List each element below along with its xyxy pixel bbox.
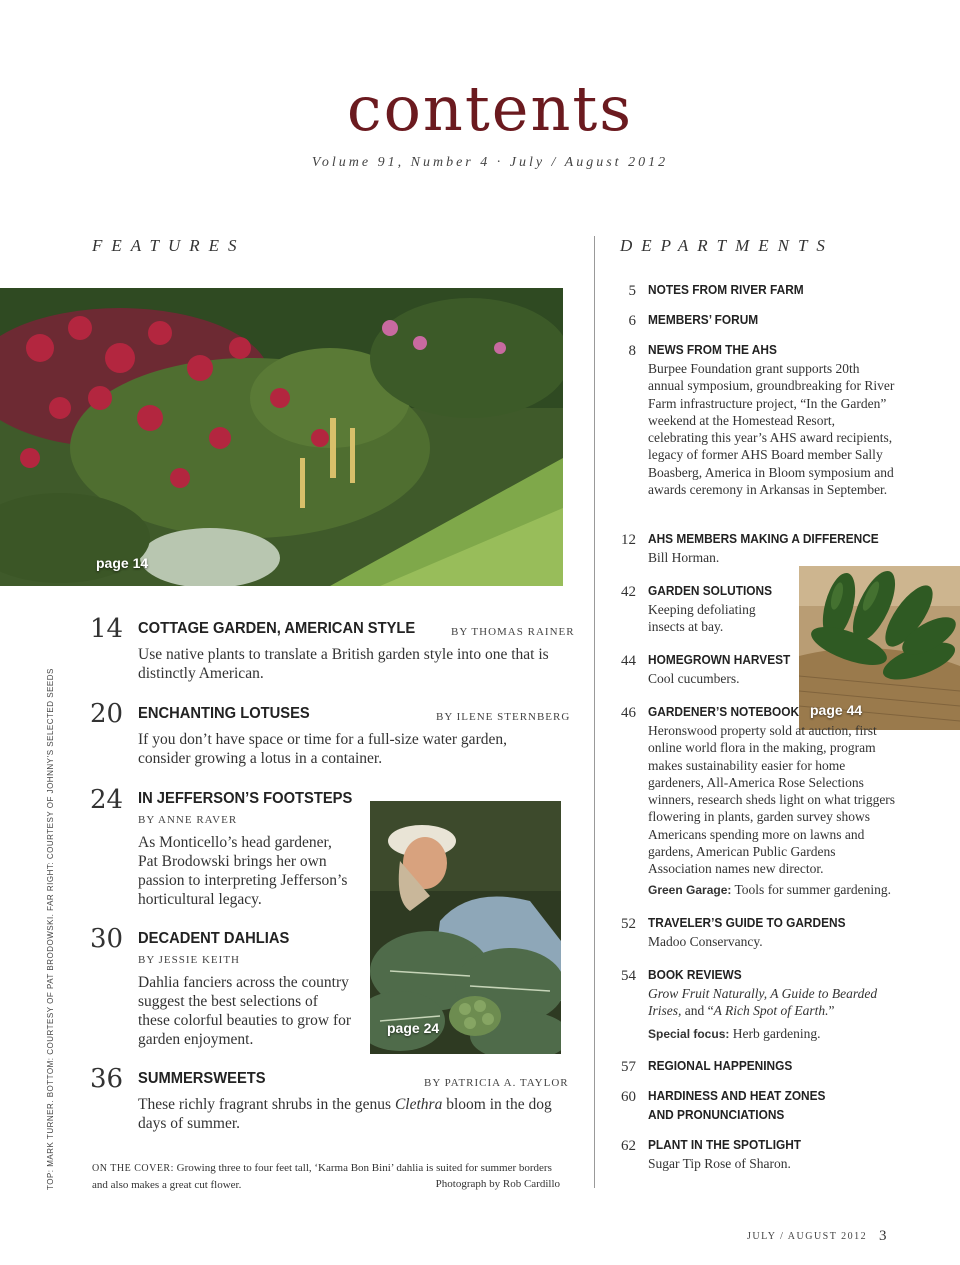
dept-description: Cool cucumbers. [648, 671, 740, 686]
garden-photo-caption: page 14 [96, 555, 149, 571]
page-title: contents [346, 72, 634, 145]
page-number: 3 [879, 1228, 887, 1244]
dept-page-number: 60 [621, 1089, 636, 1105]
feature-title[interactable]: IN JEFFERSON’S FOOTSTEPS [138, 790, 353, 807]
dept-title[interactable]: MEMBERS’ FORUM [648, 313, 759, 327]
dept-title[interactable]: NEWS FROM THE AHS [648, 343, 777, 357]
dept-page-number: 5 [628, 283, 636, 299]
dept-description: Burpee Foundation grant supports 20th annual symposium, groundbreaking for River Farm infrastructure project, “In the Garden” weekend at the Homestead Resort, celebrating this year’s AHS award recipients, legacy of former AHS Board member Sally Boasberg, America in Bloom symposium and awards ceremony in Arkansas in September. [648, 361, 895, 498]
feature-description: These richly fragrant shrubs in the genus Clethra bloom in the dog days of summer. [138, 1096, 552, 1132]
feature-description: Dahlia fanciers across the country suggest the best selections of these colorful beauties to grow for garden enjoyment. [138, 974, 352, 1048]
dept-page-number: 8 [628, 343, 636, 359]
dept-page-number: 6 [628, 313, 636, 329]
dept-title[interactable]: BOOK REVIEWS [648, 968, 742, 982]
feature-byline: BY THOMAS RAINER [451, 626, 575, 638]
feature-title[interactable]: DECADENT DAHLIAS [138, 930, 290, 947]
dept-page-number: 52 [621, 916, 636, 932]
dept-title[interactable]: TRAVELER’S GUIDE TO GARDENS [648, 916, 846, 930]
feature-byline: BY JESSIE KEITH [138, 954, 240, 966]
dept-description: Heronswood property sold at auction, first online world flora in the making, program makes sustainability easier for home gardeners, All-America Rose Selections winners, research sheds light on what triggers flowering in plants, garden survey shows Americans spending more on lawns and gardens, American Public Gardens Association names new director. [648, 723, 896, 877]
feature-page-number: 30 [90, 924, 124, 954]
dept-page-number: 44 [621, 653, 636, 669]
cucumber-photo [799, 566, 960, 730]
feature-page-number: 20 [90, 699, 124, 729]
feature-page-number: 14 [90, 614, 124, 644]
garden-photo [0, 288, 563, 586]
feature-byline: BY ILENE STERNBERG [436, 711, 571, 723]
dept-description: Sugar Tip Rose of Sharon. [648, 1156, 791, 1171]
dept-page-number: 62 [621, 1138, 636, 1154]
dept-title[interactable]: PLANT IN THE SPOTLIGHT [648, 1138, 802, 1152]
dept-title[interactable]: HARDINESS AND HEAT ZONES [648, 1089, 826, 1103]
dept-page-number: 46 [621, 705, 636, 721]
column-divider [594, 236, 595, 1188]
feature-byline: BY PATRICIA A. TAYLOR [424, 1077, 569, 1089]
features-heading: FEATURES [92, 236, 246, 255]
departments-heading: DEPARTMENTS [620, 236, 834, 255]
gardener-photo-caption: page 24 [387, 1020, 440, 1036]
footer-issue: JULY / AUGUST 2012 [747, 1231, 868, 1242]
dept-extra-note: Special focus: Herb gardening. [648, 1026, 821, 1041]
feature-description: Use native plants to translate a British garden style into one that is distinctly American. [138, 646, 549, 682]
dept-title[interactable]: AHS MEMBERS MAKING A DIFFERENCE [648, 532, 879, 546]
dept-description: Madoo Conservancy. [648, 934, 763, 949]
dept-title[interactable]: HOMEGROWN HARVEST [648, 653, 791, 667]
cover-note-label: ON THE COVER: [92, 1163, 174, 1174]
dept-title[interactable]: NOTES FROM RIVER FARM [648, 283, 804, 297]
cucumber-photo-caption: page 44 [810, 702, 863, 718]
dept-description: Keeping defoliating insects at bay. [648, 602, 756, 635]
issue-line: Volume 91, Number 4 · July / August 2012 [311, 155, 669, 170]
feature-description: As Monticello’s head gardener, Pat Brodowski brings her own passion to interpreting Jefferson’s horticultural legacy. [138, 834, 348, 908]
feature-title[interactable]: ENCHANTING LOTUSES [138, 705, 310, 722]
cover-note-text: Growing three to four feet tall, ‘Karma Bon Bini’ dahlia is suited for summer borders and also makes a great cut flower. [92, 1162, 552, 1191]
dept-page-number: 57 [621, 1059, 636, 1075]
feature-page-number: 24 [90, 785, 124, 815]
dept-title[interactable]: GARDEN SOLUTIONS [648, 584, 773, 598]
dept-description: Bill Horman. [648, 550, 720, 565]
dept-page-number: 54 [621, 968, 636, 984]
dept-page-number: 12 [621, 532, 636, 548]
dept-extra-note: Green Garage: Tools for summer gardening. [648, 882, 892, 897]
dept-title[interactable]: REGIONAL HAPPENINGS [648, 1059, 793, 1073]
dept-title-continued[interactable]: AND PRONUNCIATIONS [648, 1108, 785, 1122]
cover-photo-credit: Photograph by Rob Cardillo [435, 1178, 560, 1190]
feature-title[interactable]: SUMMERSWEETS [138, 1070, 266, 1087]
photo-credit: TOP: MARK TURNER. BOTTOM: COURTESY OF PAT BRODOWSKI. FAR RIGHT: COURTESY OF JOHNNY’S SELECTED SEEDS [46, 668, 55, 1190]
feature-byline: BY ANNE RAVER [138, 814, 238, 826]
gardener-photo [370, 801, 561, 1054]
dept-title[interactable]: GARDENER’S NOTEBOOK [648, 705, 800, 719]
feature-title[interactable]: COTTAGE GARDEN, AMERICAN STYLE [138, 620, 416, 637]
dept-description: Grow Fruit Naturally, A Guide to Bearded Irises, and “A Rich Spot of Earth.” [648, 986, 878, 1019]
dept-page-number: 42 [621, 584, 636, 600]
feature-description: If you don’t have space or time for a full-size water garden, consider growing a lotus in a container. [138, 731, 507, 767]
feature-page-number: 36 [90, 1064, 124, 1094]
